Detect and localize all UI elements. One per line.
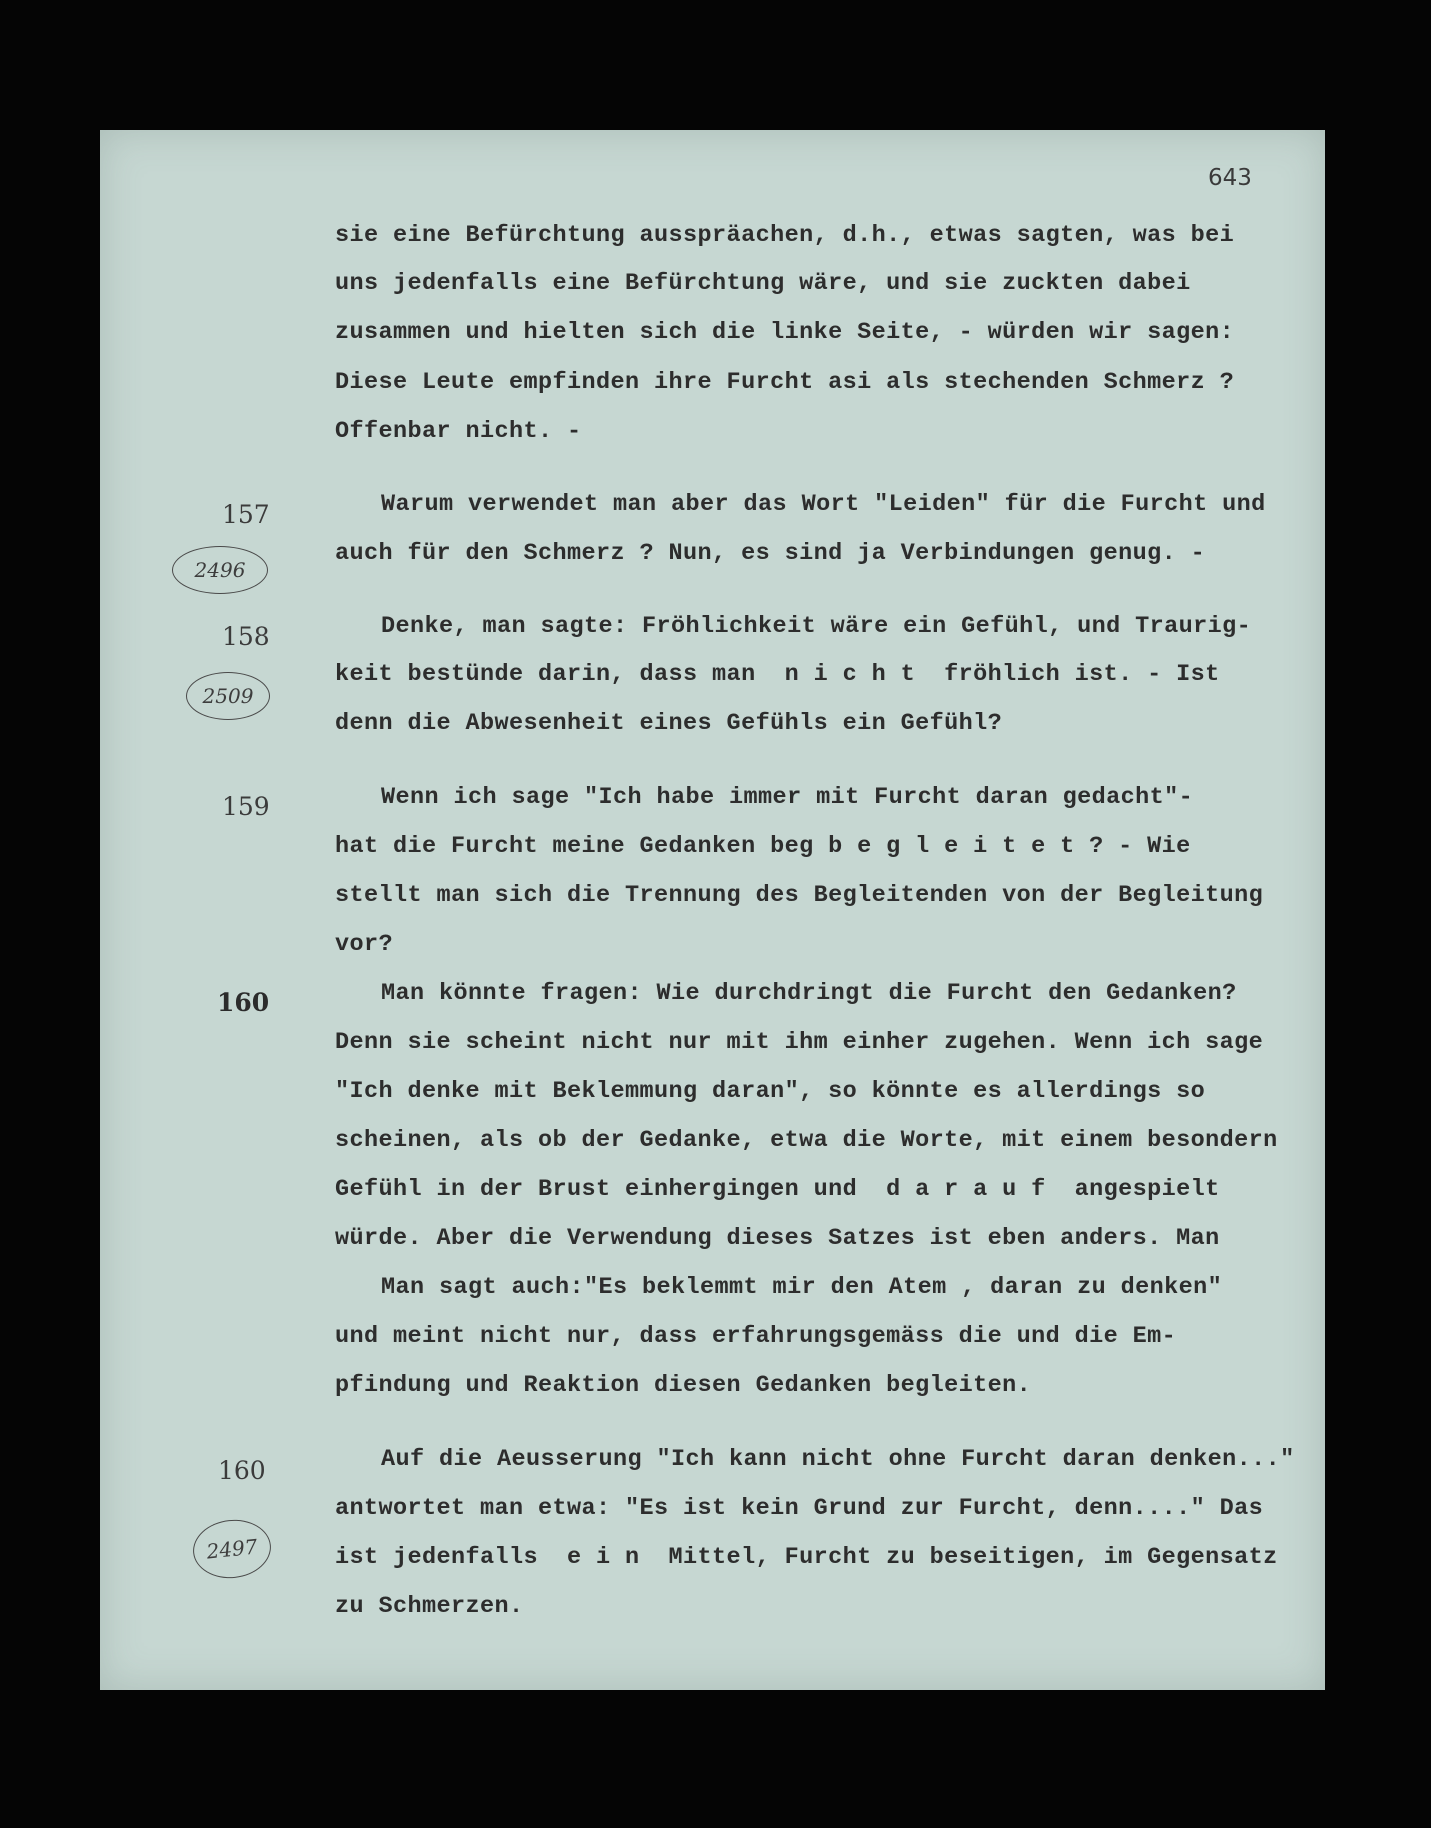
text-line: scheinen, als ob der Gedanke, etwa die Worte, mit einem besondern — [335, 1127, 1278, 1154]
text-line: und meint nicht nur, dass erfahrungsgemäss die und die Em- — [335, 1323, 1177, 1350]
text-line: Denn sie scheint nicht nur mit ihm einher zugehen. Wenn ich sage — [335, 1029, 1264, 1056]
text-line: zu Schmerzen. — [335, 1593, 524, 1620]
text-line: würde. Aber die Verwendung dieses Satzes ist eben anders. Man — [335, 1225, 1220, 1252]
text-line: Man sagt auch:"Es beklemmt mir den Atem , daran zu denken" — [381, 1274, 1223, 1301]
text-line: uns jedenfalls eine Befürchtung wäre, und sie zuckten dabei — [335, 270, 1191, 297]
text-line: denn die Abwesenheit eines Gefühls ein Gefühl? — [335, 710, 1003, 737]
text-line: "Ich denke mit Beklemmung daran", so könnte es allerdings so — [335, 1078, 1206, 1105]
text-line: Gefühl in der Brust einhergingen und d a r a u f angespielt — [335, 1176, 1220, 1203]
text-line: vor? — [335, 931, 394, 958]
remark-number: 158 — [222, 622, 270, 651]
text-line: Wenn ich sage "Ich habe immer mit Furcht daran gedacht"- — [381, 784, 1194, 811]
text-line: ist jedenfalls e i n Mittel, Furcht zu beseitigen, im Gegensatz — [335, 1544, 1278, 1571]
corrected-remark-number: 160 — [217, 988, 270, 1017]
text-line: Man könnte fragen: Wie durchdringt die Furcht den Gedanken? — [381, 980, 1237, 1007]
text-line: Denke, man sagte: Fröhlichkeit wäre ein Gefühl, und Traurig- — [381, 613, 1252, 640]
text-line: sie eine Befürchtung ausspräachen, d.h., etwas sagten, was bei — [335, 222, 1235, 249]
circled-cross-reference: 2496 — [172, 546, 268, 594]
circled-cross-reference: 2497 — [190, 1516, 274, 1582]
text-line: hat die Furcht meine Gedanken beg b e g l e i t e t ? - Wie — [335, 833, 1191, 860]
page-number: 643 — [1208, 165, 1252, 191]
text-line: Diese Leute empfinden ihre Furcht asi als stechenden Schmerz ? — [335, 369, 1235, 396]
text-line: keit bestünde darin, dass man n i c h t fröhlich ist. - Ist — [335, 661, 1220, 688]
circled-cross-reference: 2509 — [186, 672, 270, 720]
text-line: pfindung und Reaktion diesen Gedanken begleiten. — [335, 1372, 1032, 1399]
text-line: zusammen und hielten sich die linke Seite, - würden wir sagen: — [335, 319, 1235, 346]
remark-number: 157 — [222, 500, 270, 529]
remark-number: 160 — [218, 1456, 266, 1485]
text-line: Offenbar nicht. - — [335, 418, 582, 445]
remark-number: 159 — [222, 792, 270, 821]
text-line: antwortet man etwa: "Es ist kein Grund zur Furcht, denn...." Das — [335, 1495, 1264, 1522]
text-line: Warum verwendet man aber das Wort "Leiden" für die Furcht und — [381, 491, 1266, 518]
text-line: stellt man sich die Trennung des Begleitenden von der Begleitung — [335, 882, 1264, 909]
text-line: Auf die Aeusserung "Ich kann nicht ohne Furcht daran denken..." — [381, 1446, 1295, 1473]
text-line: auch für den Schmerz ? Nun, es sind ja Verbindungen genug. - — [335, 540, 1206, 567]
